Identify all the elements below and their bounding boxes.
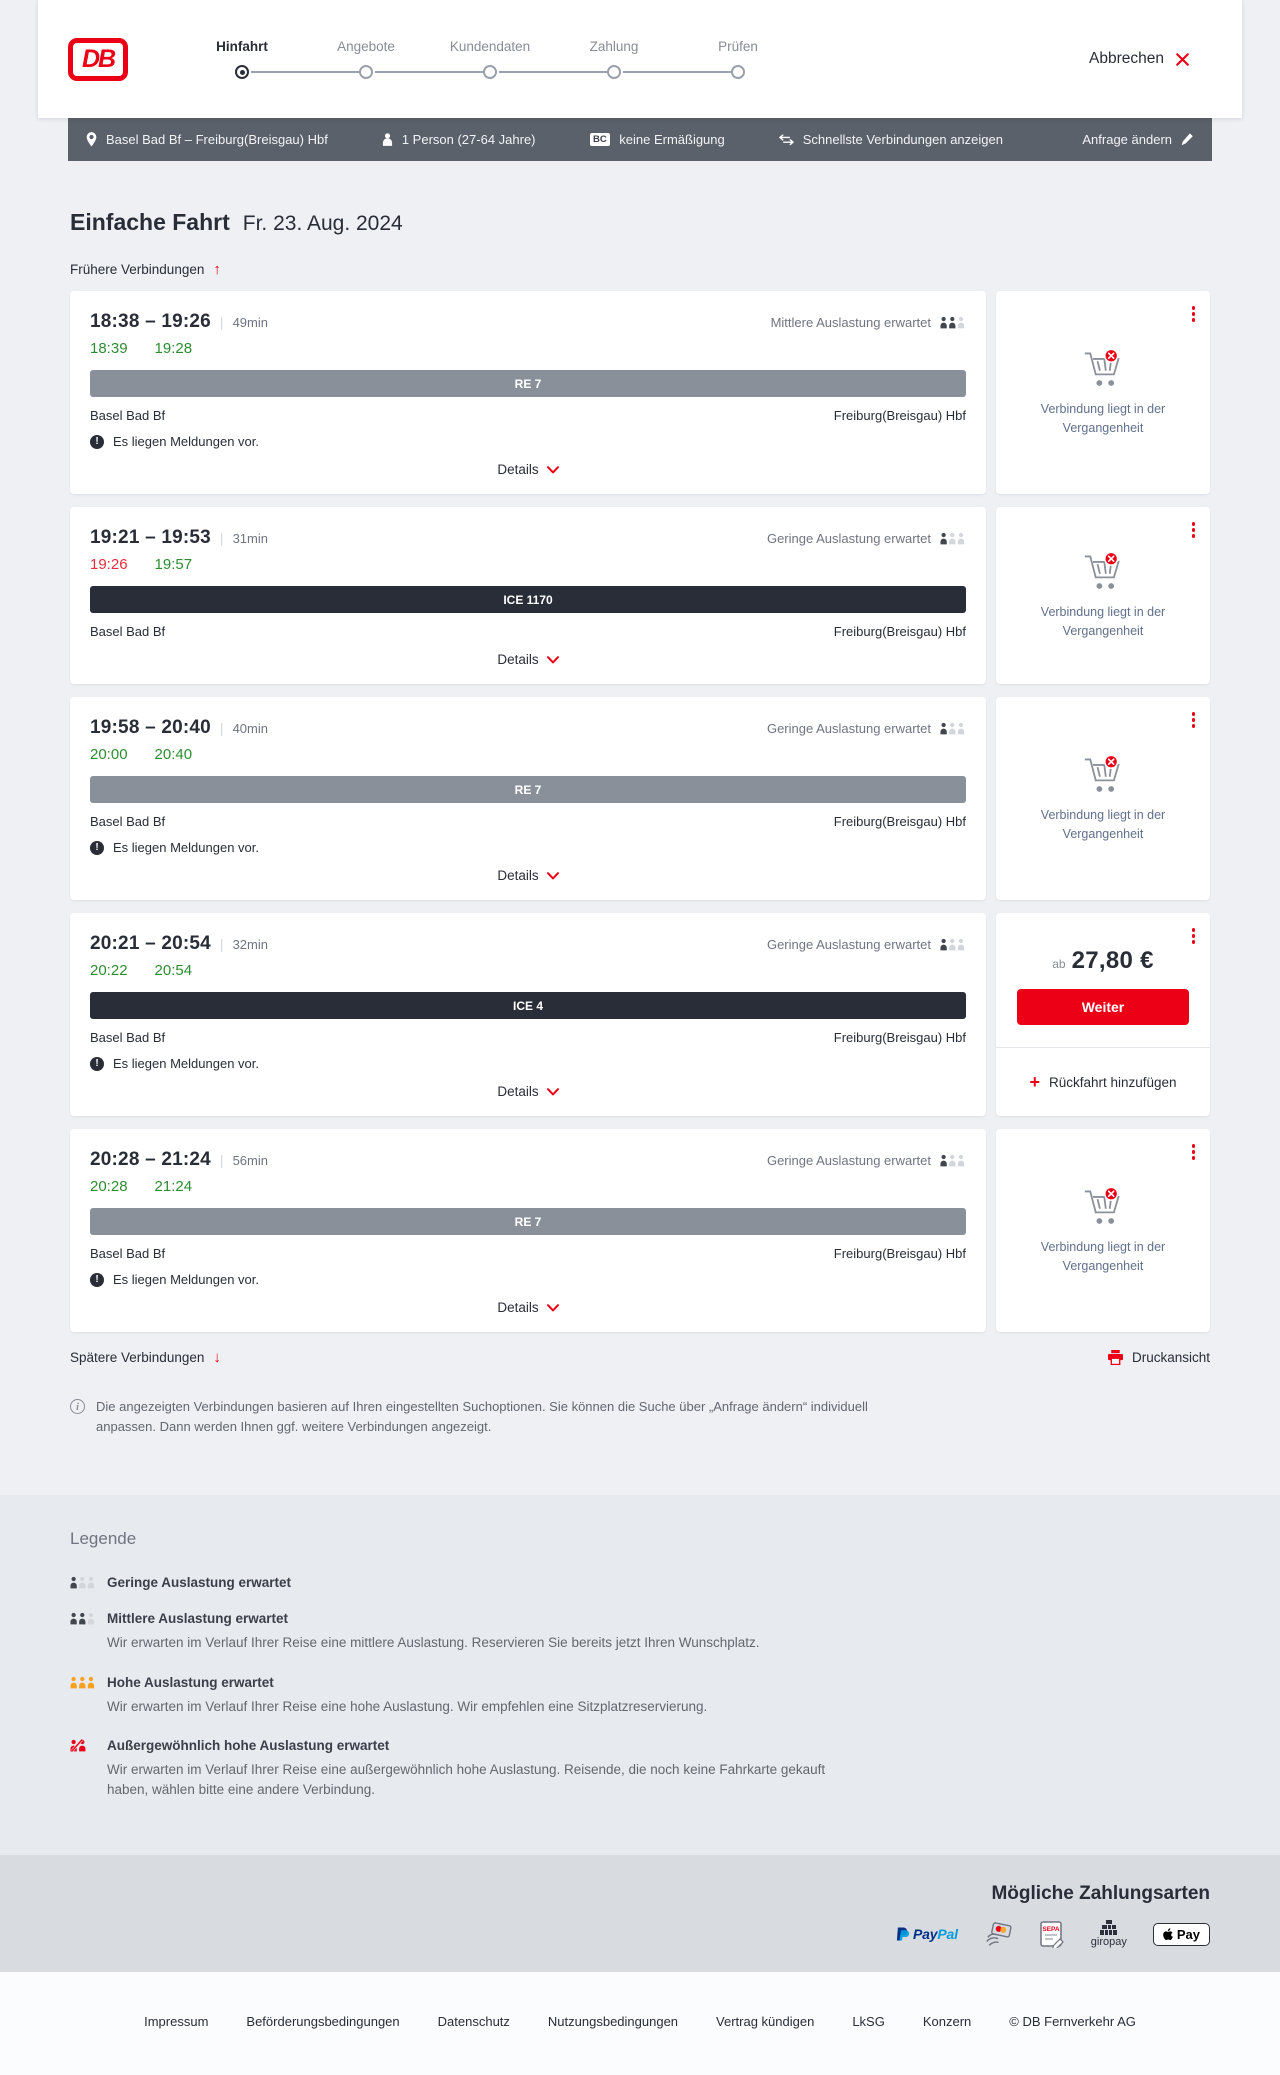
- step-dot-active: [235, 65, 249, 79]
- chevron-down-icon: [547, 1088, 559, 1096]
- past-connection-text: Verbindung liegt in der Vergangenheit: [1040, 1240, 1166, 1273]
- footer-link-datenschutz[interactable]: Datenschutz: [437, 2014, 510, 2030]
- past-connection-info: [996, 507, 1210, 684]
- realtime-times: [90, 556, 966, 573]
- discount-summary[interactable]: BC keine Ermäßigung: [590, 132, 725, 147]
- cart-crossed-icon: [1081, 1186, 1125, 1226]
- occupancy-low-icon: [70, 1576, 96, 1589]
- step-pruefen[interactable]: Prüfen: [676, 39, 800, 79]
- actual-departure-time: 20:22: [90, 962, 128, 979]
- separator: |: [219, 1152, 224, 1168]
- realtime-times: [90, 962, 966, 979]
- train-line-bar[interactable]: ICE 4: [90, 992, 966, 1019]
- past-connection-text: Verbindung liegt in der Vergangenheit: [1040, 605, 1166, 638]
- message-row: ! Es liegen Meldungen vor.: [90, 840, 966, 855]
- kebab-menu-icon[interactable]: [1186, 300, 1202, 328]
- step-dot: [359, 65, 373, 79]
- connection-side-panel: [996, 1129, 1210, 1332]
- footer-link-konzern[interactable]: Konzern: [922, 2014, 972, 2030]
- app-header: [38, 0, 1242, 118]
- past-connection-text: Verbindung liegt in der Vergangenheit: [1040, 402, 1166, 435]
- destination-station: Freiburg(Breisgau) Hbf: [833, 814, 966, 829]
- results-info-note: i Die angezeigten Verbindungen basieren auf Ihren eingestellten Suchoptionen. Sie können die Suche über „Anfrage ändern“ individuell anpassen. Dann werden Ihnen ggf. weitere Verbindungen angezeigt.: [70, 1397, 890, 1495]
- trip-duration: 49min: [232, 315, 268, 330]
- past-connection-info: [996, 1129, 1210, 1332]
- close-x-icon: [1175, 52, 1190, 67]
- actual-departure-time: 20:28: [90, 1178, 128, 1195]
- destination-station: Freiburg(Breisgau) Hbf: [833, 1246, 966, 1261]
- origin-station: Basel Bad Bf: [90, 814, 166, 829]
- chevron-down-icon: [547, 466, 559, 474]
- step-zahlung[interactable]: Zahlung: [552, 39, 676, 79]
- person-icon: [382, 133, 393, 146]
- legend-section: [0, 1495, 1280, 1855]
- connection-card: [70, 1129, 986, 1332]
- results-main: [70, 161, 1210, 1495]
- actual-arrival-time: 19:57: [154, 556, 193, 573]
- chevron-down-icon: [547, 656, 559, 664]
- past-connection-info: [996, 697, 1210, 900]
- cancel-button[interactable]: Abbrechen: [1083, 44, 1196, 74]
- step-kundendaten[interactable]: Kundendaten: [428, 39, 552, 79]
- paypal-icon: PayPal: [896, 1926, 958, 1942]
- add-return-button[interactable]: + Rückfahrt hinzufügen: [1017, 1048, 1188, 1116]
- scheduled-times: 19:58 – 20:40 | 40min: [90, 717, 268, 738]
- trip-duration: 40min: [232, 721, 268, 736]
- destination-station: Freiburg(Breisgau) Hbf: [833, 624, 966, 639]
- details-toggle[interactable]: Details: [487, 1075, 568, 1108]
- train-line-bar[interactable]: RE 7: [90, 370, 966, 397]
- realtime-times: [90, 746, 966, 763]
- occupancy-icon: [940, 722, 966, 735]
- origin-station: Basel Bad Bf: [90, 1246, 166, 1261]
- trip-duration: 32min: [232, 937, 268, 952]
- connection-side-panel: [996, 913, 1210, 1116]
- legend-item-low: Geringe Auslastung erwartet: [70, 1575, 1210, 1590]
- actual-arrival-time: 21:24: [154, 1178, 193, 1195]
- payments-section: [0, 1855, 1280, 1972]
- continue-button[interactable]: Weiter: [1017, 989, 1189, 1025]
- actual-departure-time: 20:00: [90, 746, 128, 763]
- message-row: ! Es liegen Meldungen vor.: [90, 434, 966, 449]
- details-toggle[interactable]: Details: [487, 1291, 568, 1324]
- cart-crossed-icon: [1081, 551, 1125, 591]
- occupancy-exceptional-icon: [70, 1739, 96, 1752]
- connection-card: [70, 291, 986, 494]
- connection-side-panel: [996, 291, 1210, 494]
- train-line-bar[interactable]: RE 7: [90, 776, 966, 803]
- destination-station: Freiburg(Breisgau) Hbf: [833, 1030, 966, 1045]
- footer-link-nutzungsbedingungen[interactable]: Nutzungsbedingungen: [547, 2014, 679, 2030]
- train-line-bar[interactable]: ICE 1170: [90, 586, 966, 613]
- apple-logo-icon: [1163, 1928, 1174, 1941]
- scheduled-times: 20:21 – 20:54 | 32min: [90, 933, 268, 954]
- pencil-icon: [1181, 133, 1194, 146]
- exclamation-circle-icon: !: [90, 841, 104, 855]
- sepa-icon: [1040, 1921, 1065, 1948]
- svg-text:SEPA: SEPA: [1042, 1925, 1060, 1933]
- cart-crossed-icon: [1081, 754, 1125, 794]
- separator: |: [219, 936, 224, 952]
- legend-item-medium: Mittlere Auslastung erwartet Wir erwarten im Verlauf Ihrer Reise eine mittlere Auslastung. Reservieren Sie bereits jetzt Ihren Wunschplatz.: [70, 1611, 1210, 1653]
- occupancy-icon: [940, 1154, 966, 1167]
- progress-stepper: [180, 39, 800, 79]
- exclamation-circle-icon: !: [90, 435, 104, 449]
- separator: |: [219, 314, 224, 330]
- scheduled-times: 19:21 – 19:53 | 31min: [90, 527, 268, 548]
- db-logo: DB: [68, 38, 128, 81]
- legend-title: Legende: [70, 1529, 137, 1549]
- page-title: [70, 161, 1210, 236]
- arrow-down-icon: ↓: [213, 1349, 221, 1366]
- actual-arrival-time: 20:54: [154, 962, 193, 979]
- step-dot: [731, 65, 745, 79]
- connection-row: [70, 507, 1210, 684]
- trip-duration: 56min: [232, 1153, 268, 1168]
- actual-departure-time: 18:39: [90, 340, 128, 357]
- occupancy-icon: [940, 532, 966, 545]
- footer-link-lksg[interactable]: LkSG: [852, 2014, 885, 2030]
- footer-link-vertrag-kuendigen[interactable]: Vertrag kündigen: [716, 2014, 815, 2030]
- step-dot: [483, 65, 497, 79]
- footer-link-befoerderungsbedingungen[interactable]: Beförderungsbedingungen: [246, 2014, 400, 2030]
- step-hinfahrt[interactable]: Hinfahrt: [180, 39, 304, 79]
- kebab-menu-icon[interactable]: [1186, 922, 1202, 950]
- creditcard-icon: [984, 1921, 1014, 1948]
- connection-row: [70, 697, 1210, 900]
- train-line-bar[interactable]: RE 7: [90, 1208, 966, 1235]
- search-summary-bar: [68, 118, 1212, 161]
- details-toggle[interactable]: Details: [487, 643, 568, 676]
- occupancy-icon: [940, 938, 966, 951]
- connection-side-panel: [996, 507, 1210, 684]
- scheduled-times: 20:28 – 21:24 | 56min: [90, 1149, 268, 1170]
- actual-departure-time: 19:26: [90, 556, 128, 573]
- occupancy-indicator: Mittlere Auslastung erwartet: [771, 311, 966, 330]
- occupancy-indicator: Geringe Auslastung erwartet: [767, 527, 966, 546]
- step-angebote[interactable]: Angebote: [304, 39, 428, 79]
- bahncard-badge: BC: [590, 133, 611, 146]
- cart-crossed-icon: [1081, 348, 1125, 388]
- footer-link-impressum[interactable]: Impressum: [144, 2014, 209, 2030]
- payment-methods: [896, 1920, 1210, 1948]
- occupancy-high-icon: [70, 1676, 96, 1689]
- past-connection-info: [996, 291, 1210, 494]
- exclamation-circle-icon: !: [90, 1273, 104, 1287]
- connection-card: [70, 507, 986, 684]
- occupancy-medium-icon: [70, 1612, 96, 1625]
- origin-station: Basel Bad Bf: [90, 624, 166, 639]
- occupancy-indicator: Geringe Auslastung erwartet: [767, 717, 966, 736]
- connection-row: [70, 291, 1210, 494]
- later-connections-link[interactable]: Spätere Verbindungen ↓: [70, 1349, 221, 1366]
- change-request-button[interactable]: Anfrage ändern: [1082, 132, 1194, 147]
- print-view-button[interactable]: Druckansicht: [1108, 1350, 1210, 1365]
- step-dot: [607, 65, 621, 79]
- realtime-times: [90, 1178, 966, 1195]
- legend-item-exceptional: Außergewöhnlich hohe Auslastung erwartet Wir erwarten im Verlauf Ihrer Reise eine außergewöhnlich hohe Auslastung. Reisende, die noch keine Fahrkarte gekauft haben, wählen bitte eine andere Verbindung.: [70, 1738, 1210, 1801]
- apple-pay-icon: Pay: [1153, 1923, 1210, 1946]
- trip-duration: 31min: [232, 531, 268, 546]
- connection-row: [70, 913, 1210, 1116]
- exclamation-circle-icon: !: [90, 1057, 104, 1071]
- realtime-times: [90, 340, 966, 357]
- connection-card: [70, 913, 986, 1116]
- plus-icon: +: [1029, 1072, 1040, 1092]
- chevron-down-icon: [547, 872, 559, 880]
- kebab-menu-icon[interactable]: [1186, 706, 1202, 734]
- footer-copyright: © DB Fernverkehr AG: [1009, 2014, 1136, 2030]
- destination-station: Freiburg(Breisgau) Hbf: [833, 408, 966, 423]
- fastest-connections-toggle[interactable]: Schnellste Verbindungen anzeigen: [779, 132, 1003, 147]
- connections-list: [70, 291, 1210, 1332]
- kebab-menu-icon[interactable]: [1186, 1138, 1202, 1166]
- arrow-up-icon: ↑: [213, 261, 221, 278]
- message-row: ! Es liegen Meldungen vor.: [90, 1056, 966, 1071]
- offer-panel: [996, 913, 1210, 1116]
- trip-date: Fr. 23. Aug. 2024: [242, 212, 403, 235]
- message-row: ! Es liegen Meldungen vor.: [90, 1272, 966, 1287]
- price: ab 27,80 €: [1052, 947, 1154, 974]
- origin-station: Basel Bad Bf: [90, 408, 166, 423]
- legend-item-high: Hohe Auslastung erwartet Wir erwarten im Verlauf Ihrer Reise eine hohe Auslastung. Wir empfehlen eine Sitzplatzreservierung.: [70, 1675, 1210, 1717]
- chevron-down-icon: [547, 1304, 559, 1312]
- connection-row: [70, 1129, 1210, 1332]
- connection-card: [70, 697, 986, 900]
- occupancy-indicator: Geringe Auslastung erwartet: [767, 933, 966, 952]
- earlier-connections-link[interactable]: Frühere Verbindungen ↑: [70, 261, 221, 278]
- info-circle-icon: i: [70, 1399, 85, 1414]
- paypal-monogram-icon: [896, 1926, 909, 1942]
- trip-type-title: Einfache Fahrt: [70, 209, 230, 235]
- scheduled-times: 18:38 – 19:26 | 49min: [90, 311, 268, 332]
- payments-title: Mögliche Zahlungsarten: [991, 1883, 1210, 1905]
- separator: |: [219, 720, 224, 736]
- details-toggle[interactable]: Details: [487, 453, 568, 486]
- origin-station: Basel Bad Bf: [90, 1030, 166, 1045]
- giropay-icon: giropay: [1091, 1920, 1127, 1948]
- kebab-menu-icon[interactable]: [1186, 516, 1202, 544]
- location-pin-icon: [86, 132, 97, 147]
- past-connection-text: Verbindung liegt in der Vergangenheit: [1040, 808, 1166, 841]
- occupancy-indicator: Geringe Auslastung erwartet: [767, 1149, 966, 1168]
- page-footer: [0, 1972, 1280, 2075]
- occupancy-icon: [940, 316, 966, 329]
- swap-arrows-icon: [779, 134, 794, 146]
- actual-arrival-time: 19:28: [154, 340, 193, 357]
- route-summary[interactable]: Basel Bad Bf – Freiburg(Breisgau) Hbf: [86, 132, 328, 147]
- printer-icon: [1108, 1350, 1123, 1365]
- actual-arrival-time: 20:40: [154, 746, 193, 763]
- details-toggle[interactable]: Details: [487, 859, 568, 892]
- connection-side-panel: [996, 697, 1210, 900]
- separator: |: [219, 530, 224, 546]
- passengers-summary[interactable]: 1 Person (27-64 Jahre): [382, 132, 536, 147]
